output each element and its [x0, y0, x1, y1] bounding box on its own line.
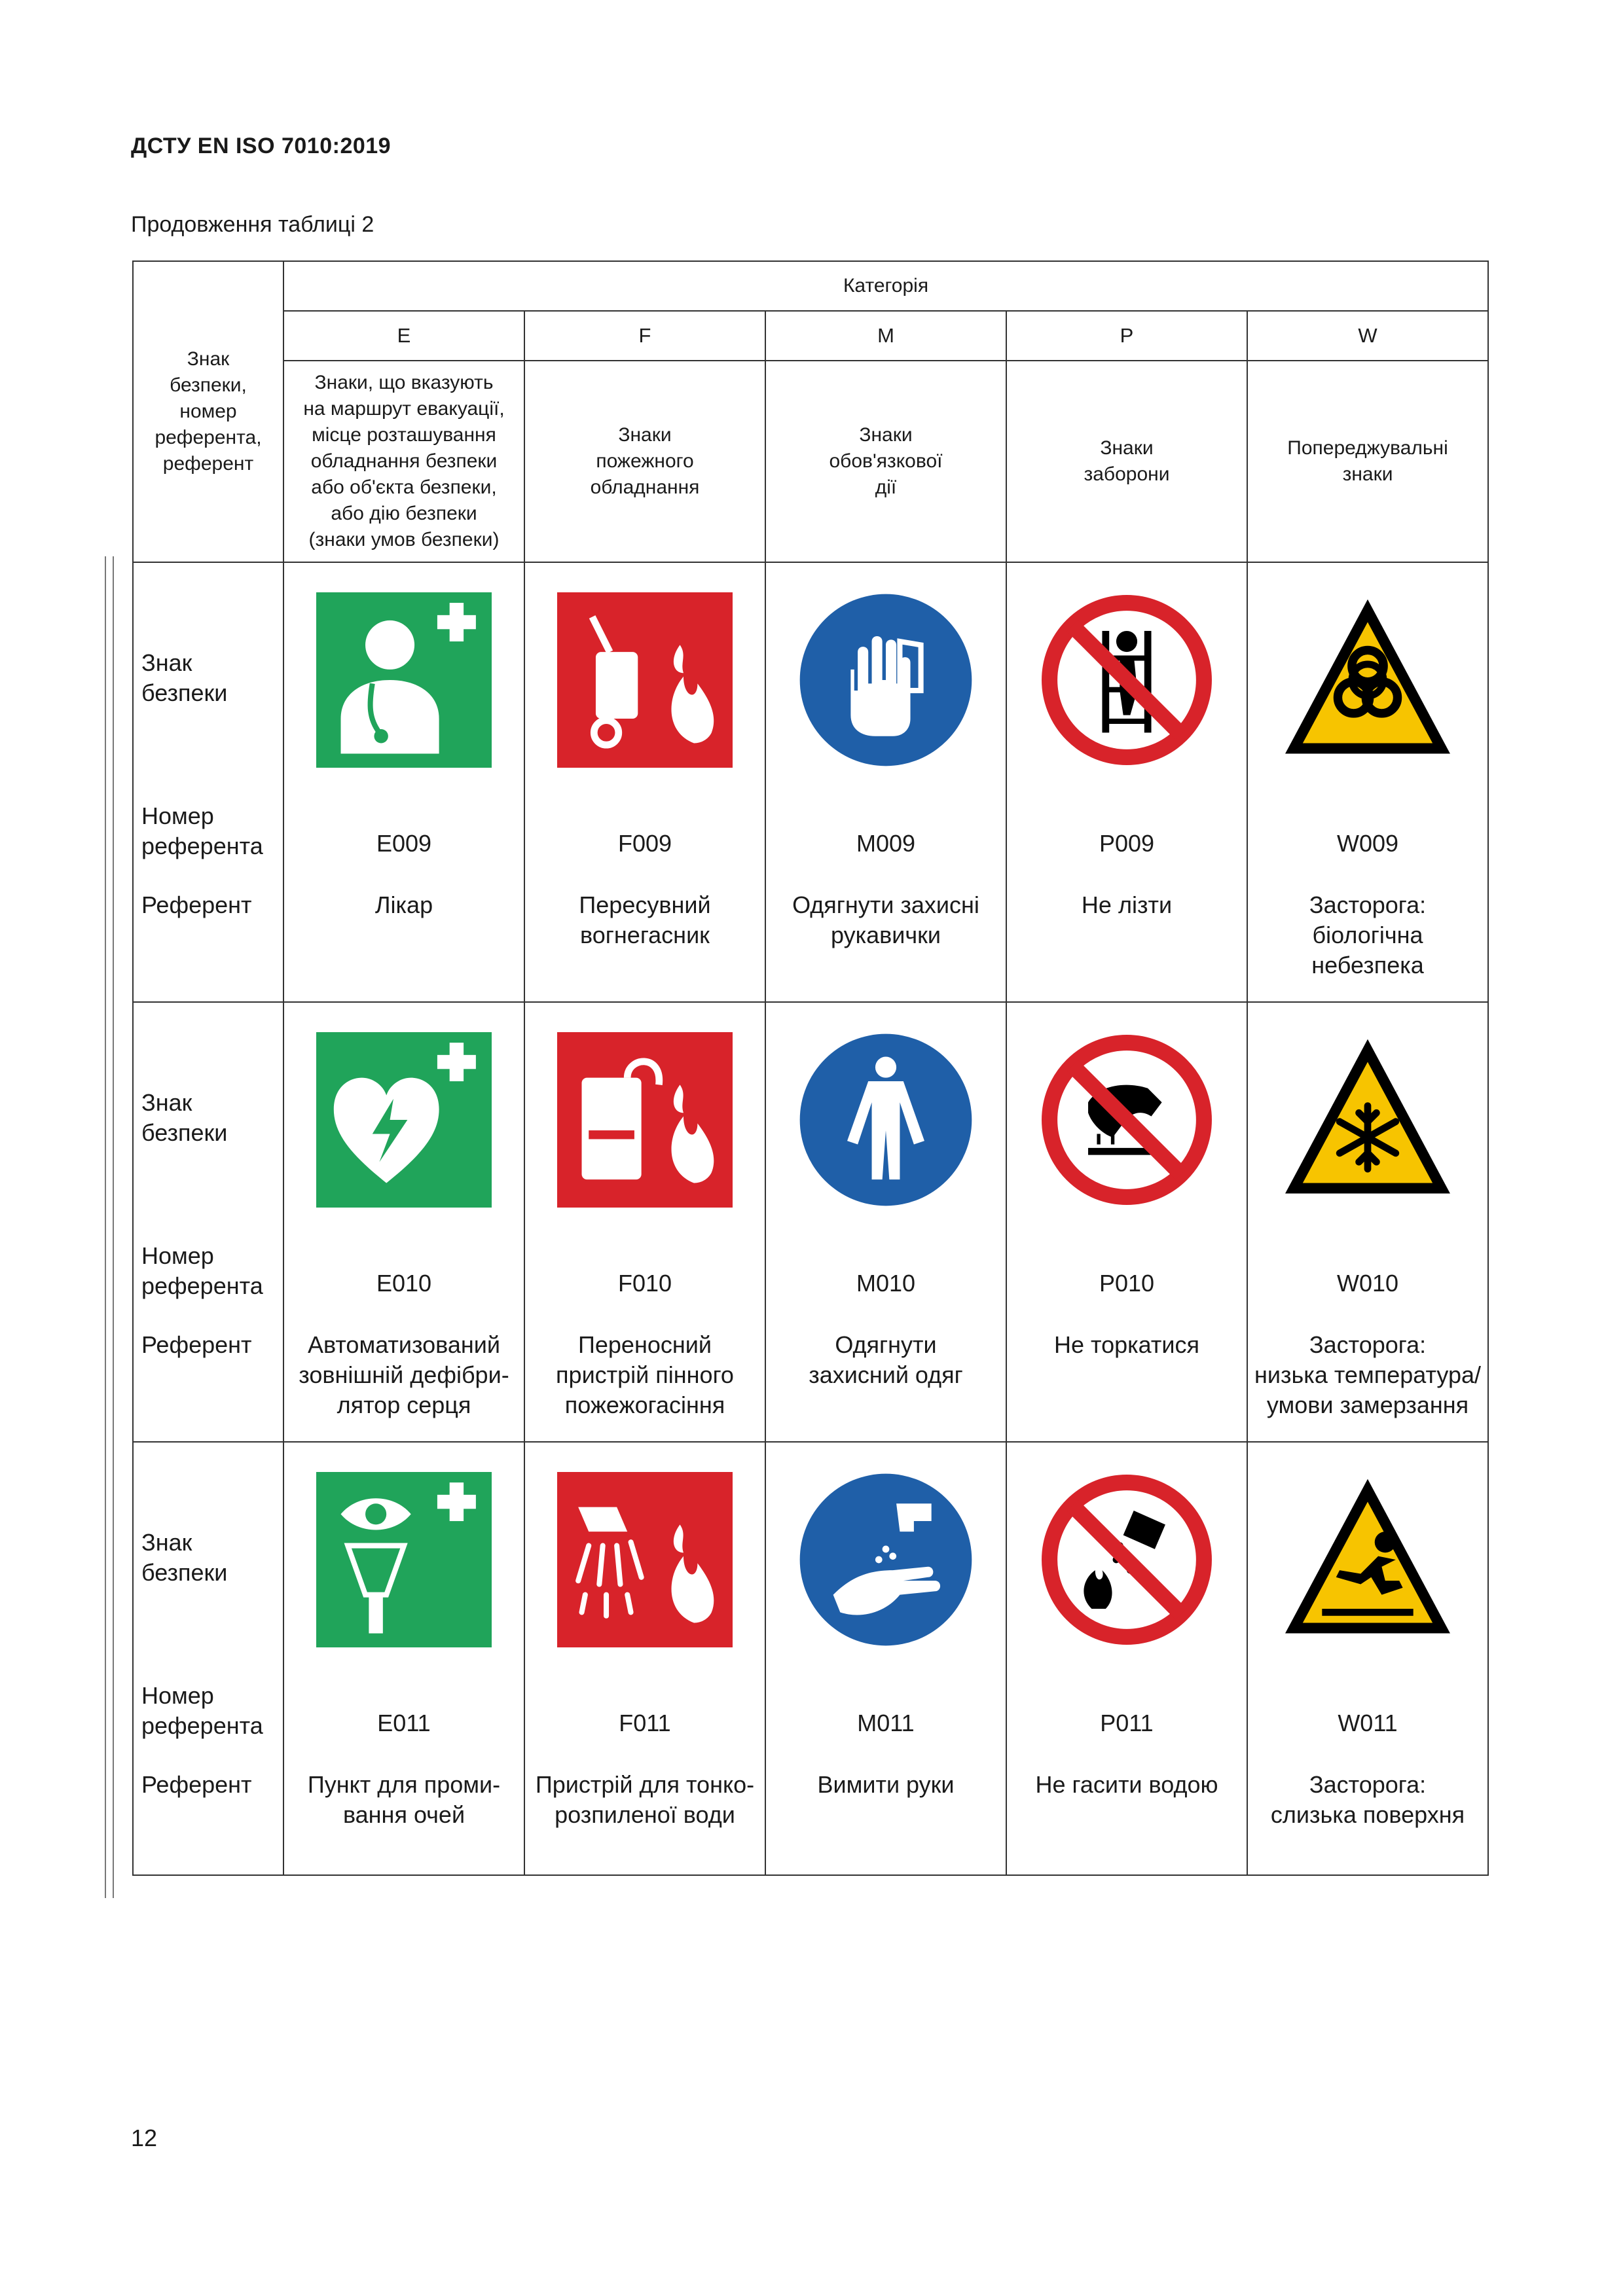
header-category-row: [133, 261, 1488, 311]
referent-line: Одягнути: [835, 1331, 937, 1358]
sign-cell: [1006, 562, 1247, 1002]
desc-line: знаки: [1342, 463, 1393, 485]
referent-line: лятор серця: [337, 1391, 471, 1418]
sign-cell: [1247, 1002, 1488, 1442]
referent-line: Засторога:: [1309, 891, 1427, 918]
row-label-sign: Знак безпеки: [141, 649, 228, 706]
referent-line: небезпека: [1311, 952, 1424, 978]
referent-line: вогнегасник: [580, 922, 710, 948]
referent-line: Пересувний: [579, 891, 711, 918]
referent-text: [287, 1770, 521, 1830]
referent-text: [1010, 1770, 1244, 1800]
desc-line: місце розташування: [312, 424, 496, 446]
change-bar: [105, 556, 114, 1898]
wear-protective-clothing-icon: [798, 1032, 974, 1208]
desc-line: або дію безпеки: [331, 503, 477, 524]
referent-text: [528, 890, 762, 950]
biological-hazard-icon: [1280, 592, 1455, 768]
sign-cell: [765, 1442, 1006, 1875]
row-label-cell: [133, 562, 283, 1002]
referent-number: E010: [376, 1270, 432, 1297]
defibrillator-icon: [316, 1032, 492, 1208]
sign-row: [133, 1442, 1488, 1875]
desc-line: Знаки: [1100, 437, 1154, 459]
category-description: [283, 361, 524, 562]
sign-cell: [524, 1002, 765, 1442]
referent-line: Автоматизований: [308, 1331, 500, 1358]
sign-cell: [524, 562, 765, 1002]
row-label-number: Номер референта: [141, 1682, 263, 1739]
sign-cell: [283, 562, 524, 1002]
safety-signs-table: [132, 260, 1489, 1876]
header-col0-line: Знак: [187, 348, 230, 370]
referent-number: M011: [857, 1710, 915, 1736]
desc-line: обов'язкової: [829, 450, 943, 472]
category-description: [524, 361, 765, 562]
header-col0-line: референта,: [155, 427, 262, 448]
referent-line: Засторога:: [1309, 1771, 1427, 1798]
water-spray-icon: [557, 1472, 733, 1647]
header-letter-row: [133, 311, 1488, 361]
referent-line: пожежогасіння: [564, 1391, 725, 1418]
referent-number: F011: [619, 1710, 671, 1736]
no-touching-icon: [1039, 1032, 1214, 1208]
referent-number: W009: [1337, 830, 1399, 857]
mobile-fire-extinguisher-icon: [557, 592, 733, 768]
referent-line: пристрій пінного: [556, 1361, 734, 1388]
desc-line: обладнання безпеки: [310, 450, 498, 472]
header-col0-line: безпеки,: [170, 374, 247, 396]
referent-line: рукавички: [830, 922, 941, 948]
referent-text: [287, 890, 521, 920]
eyewash-station-icon: [316, 1472, 492, 1647]
sign-cell: [1006, 1442, 1247, 1875]
referent-number: W011: [1338, 1710, 1398, 1736]
referent-line: Не лізти: [1081, 891, 1173, 918]
category-description: [1006, 361, 1247, 562]
referent-text: [769, 1770, 1003, 1800]
header-description-row: [133, 361, 1488, 562]
category-letter: E: [283, 311, 524, 361]
referent-number: E009: [376, 830, 432, 857]
referent-number: M009: [856, 830, 916, 857]
low-temperature-icon: [1280, 1032, 1455, 1208]
desc-line: Знаки: [618, 424, 672, 446]
sign-cell: [1247, 562, 1488, 1002]
referent-line: Засторога:: [1309, 1331, 1427, 1358]
category-description: [1247, 361, 1488, 562]
referent-text: [1250, 1330, 1485, 1420]
sign-cell: [1006, 1002, 1247, 1442]
table-caption: Продовження таблиці 2: [131, 212, 374, 237]
foam-fire-extinguisher-icon: [557, 1032, 733, 1208]
no-climbing-icon: [1039, 592, 1214, 768]
referent-text: [1010, 890, 1244, 920]
category-letter: F: [524, 311, 765, 361]
category-letter: M: [765, 311, 1006, 361]
header-category: Категорія: [283, 261, 1488, 311]
row-label-sign: Знак безпеки: [141, 1529, 228, 1586]
referent-number: P009: [1099, 830, 1155, 857]
doctor-icon: [316, 592, 492, 768]
referent-text: [528, 1770, 762, 1830]
referent-number: P010: [1099, 1270, 1155, 1297]
referent-text: [1010, 1330, 1244, 1360]
header-sign-column: [133, 261, 283, 562]
no-water-extinguishing-icon: [1039, 1472, 1214, 1647]
sign-cell: [765, 562, 1006, 1002]
standard-title: ДСТУ EN ISO 7010:2019: [131, 134, 392, 158]
slippery-surface-icon: [1280, 1472, 1455, 1647]
referent-line: Переносний: [578, 1331, 712, 1358]
header-col0-line: номер: [179, 401, 237, 422]
desc-line: заборони: [1084, 463, 1170, 485]
desc-line: (знаки умов безпеки): [308, 529, 500, 550]
sign-row: [133, 562, 1488, 1002]
category-letter: W: [1247, 311, 1488, 361]
referent-line: зовнішній дефібри-: [299, 1361, 509, 1388]
referent-number: F009: [617, 830, 672, 857]
referent-text: [1250, 890, 1485, 980]
category-letter: P: [1006, 311, 1247, 361]
row-label-number: Номер референта: [141, 802, 263, 859]
desc-line: пожежного: [596, 450, 694, 472]
category-description: [765, 361, 1006, 562]
referent-number: P011: [1100, 1710, 1154, 1736]
row-label-referent: Референт: [141, 1331, 252, 1358]
referent-line: Вимити руки: [817, 1771, 955, 1798]
header-col0-line: референт: [162, 453, 254, 475]
referent-number: E011: [377, 1710, 431, 1736]
wash-hands-icon: [798, 1472, 974, 1647]
desc-line: або об'єкта безпеки,: [311, 476, 497, 498]
referent-line: Пристрій для тонко-: [535, 1771, 755, 1798]
page-number: 12: [131, 2125, 158, 2151]
desc-line: Знаки, що вказують: [314, 372, 494, 393]
referent-text: [769, 890, 1003, 950]
referent-line: Не торкатися: [1053, 1331, 1199, 1358]
row-label-number: Номер референта: [141, 1242, 263, 1299]
referent-line: Одягнути захисні: [792, 891, 979, 918]
desc-line: Попереджувальні: [1287, 437, 1448, 459]
row-label-cell: [133, 1002, 283, 1442]
sign-cell: [283, 1442, 524, 1875]
referent-line: біологічна: [1312, 922, 1423, 948]
referent-line: захисний одяг: [809, 1361, 963, 1388]
sign-cell: [283, 1002, 524, 1442]
referent-line: розпиленої води: [555, 1801, 735, 1828]
desc-line: дії: [875, 476, 897, 498]
referent-line: Пункт для проми-: [307, 1771, 501, 1798]
desc-line: обладнання: [590, 476, 700, 498]
referent-number: F010: [617, 1270, 672, 1297]
referent-line: низька температура/: [1254, 1361, 1482, 1388]
row-label-cell: [133, 1442, 283, 1875]
wear-protective-gloves-icon: [798, 592, 974, 768]
sign-cell: [524, 1442, 765, 1875]
referent-line: слизька поверхня: [1270, 1801, 1465, 1828]
referent-line: Не гасити водою: [1035, 1771, 1218, 1798]
row-label-referent: Референт: [141, 1771, 252, 1798]
row-label-sign: Знак безпеки: [141, 1089, 228, 1146]
referent-number: M010: [856, 1270, 916, 1297]
referent-line: умови замерзання: [1266, 1391, 1469, 1418]
desc-line: на маршрут евакуації,: [303, 398, 505, 420]
referent-text: [528, 1330, 762, 1420]
referent-number: W010: [1337, 1270, 1399, 1297]
row-label-referent: Референт: [141, 891, 252, 918]
sign-row: [133, 1002, 1488, 1442]
referent-line: вання очей: [342, 1801, 465, 1828]
sign-cell: [765, 1002, 1006, 1442]
referent-line: Лікар: [374, 891, 433, 918]
referent-text: [1250, 1770, 1485, 1830]
sign-cell: [1247, 1442, 1488, 1875]
desc-line: Знаки: [859, 424, 913, 446]
referent-text: [769, 1330, 1003, 1390]
referent-text: [287, 1330, 521, 1420]
